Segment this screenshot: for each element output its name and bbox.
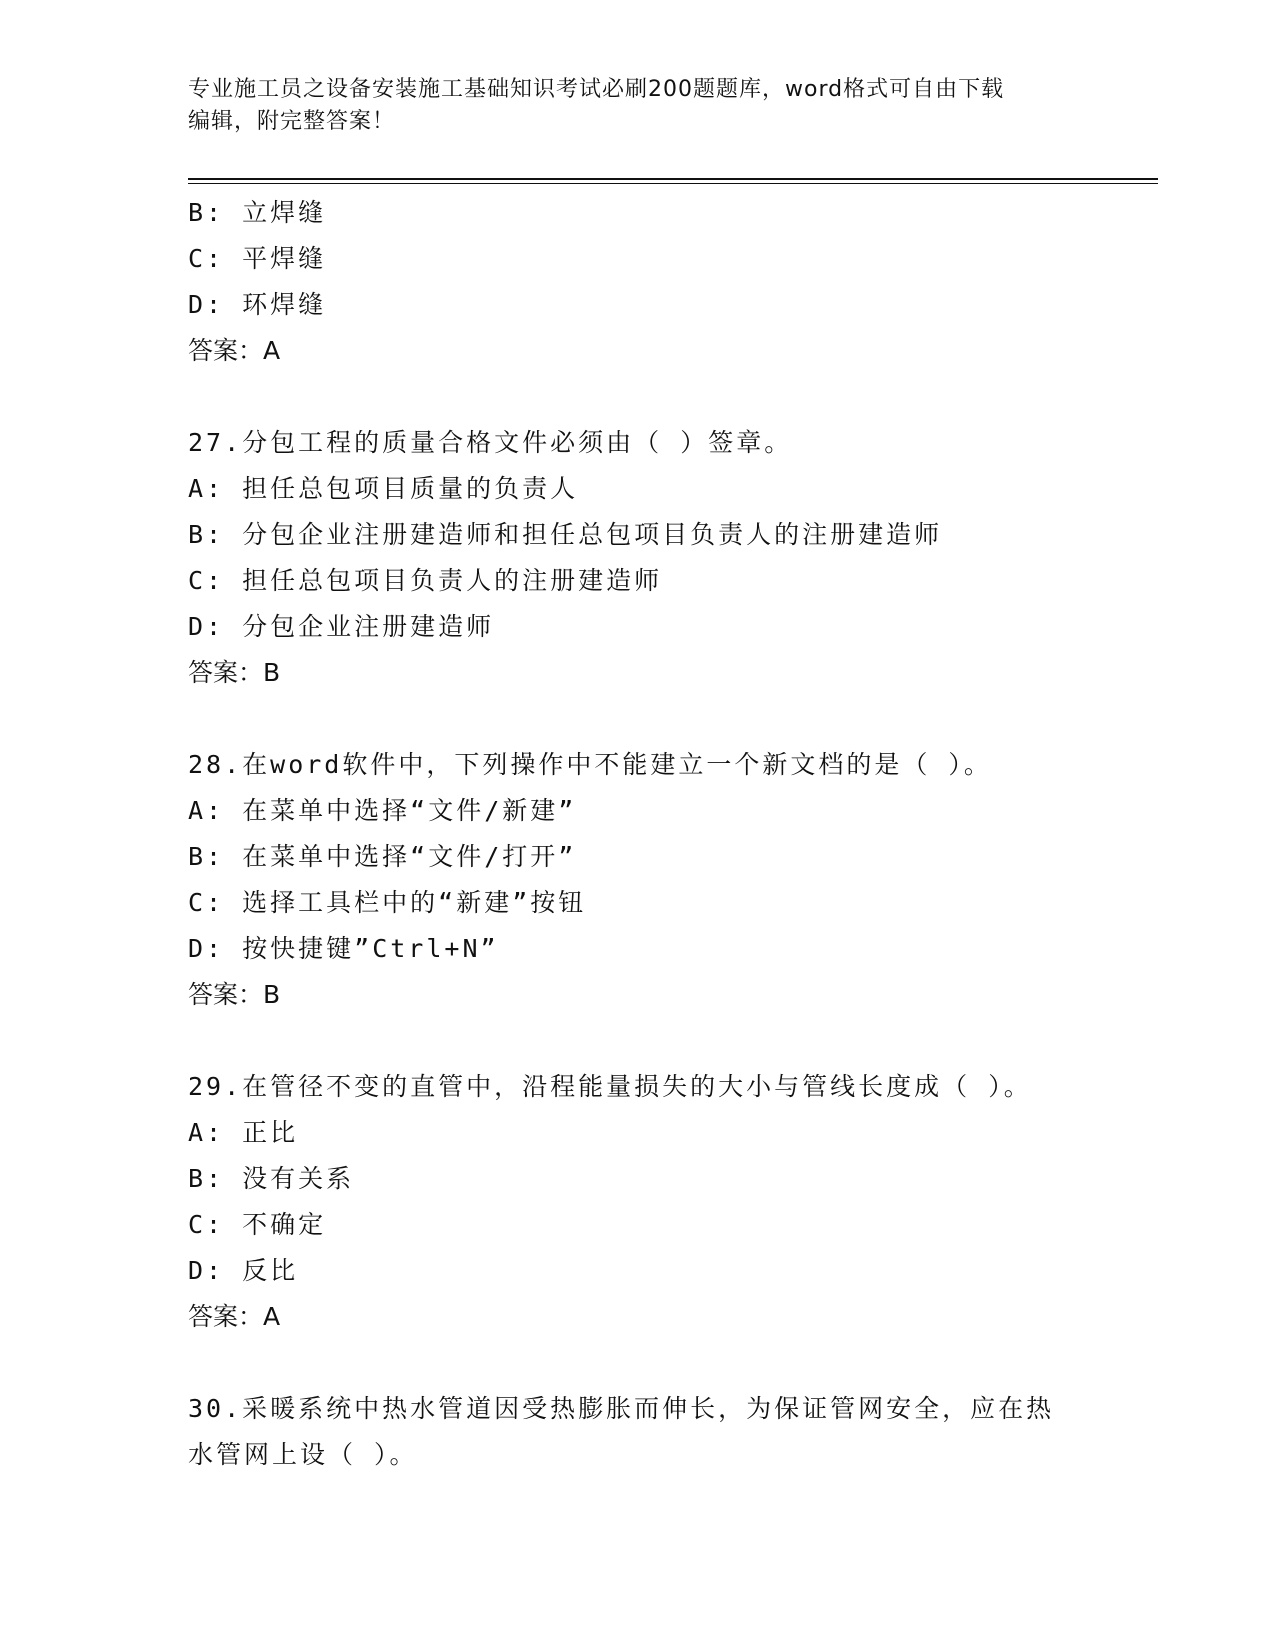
- question-stem-line-2: 水管网上设（ ）。: [188, 1440, 418, 1469]
- option-d: D: 反比: [188, 1256, 299, 1285]
- header-line-1: 专业施工员之设备安装施工基础知识考试必刷200题题库，word格式可自由下载: [188, 77, 1005, 102]
- question-stem: 28.在word软件中，下列操作中不能建立一个新文档的是（ ）。: [188, 750, 992, 779]
- option-c: C: 担任总包项目负责人的注册建造师: [188, 566, 663, 595]
- question-30: [188, 1386, 1088, 1478]
- question-27: [188, 420, 1088, 696]
- header-divider: [188, 178, 1158, 184]
- option-b: B: 分包企业注册建造师和担任总包项目负责人的注册建造师: [188, 520, 943, 549]
- header-line-2: 编辑，附完整答案！: [188, 109, 396, 134]
- option-d: D: 环焊缝: [188, 290, 327, 319]
- option-c: C: 平焊缝: [188, 244, 327, 273]
- option-b: B: 没有关系: [188, 1164, 355, 1193]
- question-29: [188, 1064, 1088, 1340]
- answer: 答案：B: [188, 658, 281, 687]
- option-b: B: 立焊缝: [188, 198, 327, 227]
- answer: 答案：B: [188, 980, 281, 1009]
- option-c: C: 不确定: [188, 1210, 327, 1239]
- answer: 答案：A: [188, 1302, 281, 1331]
- document-header: [188, 74, 1088, 138]
- question-stem: 29.在管径不变的直管中，沿程能量损失的大小与管线长度成（ ）。: [188, 1072, 1032, 1101]
- option-a: A: 正比: [188, 1118, 299, 1147]
- option-d: D: 分包企业注册建造师: [188, 612, 495, 641]
- option-d: D: 按快捷键”Ctrl+N”: [188, 934, 499, 963]
- question-26-partial: [188, 190, 1088, 374]
- option-a: A: 担任总包项目质量的负责人: [188, 474, 579, 503]
- answer: 答案：A: [188, 336, 281, 365]
- question-stem: 27.分包工程的质量合格文件必须由（ ）签章。: [188, 428, 793, 457]
- question-stem-line-1: 30.采暖系统中热水管道因受热膨胀而伸长，为保证管网安全，应在热: [188, 1394, 1055, 1423]
- question-list: [188, 190, 1088, 1478]
- question-28: [188, 742, 1088, 1018]
- option-a: A: 在菜单中选择“文件/新建”: [188, 796, 577, 825]
- option-c: C: 选择工具栏中的“新建”按钮: [188, 888, 587, 917]
- option-b: B: 在菜单中选择“文件/打开”: [188, 842, 577, 871]
